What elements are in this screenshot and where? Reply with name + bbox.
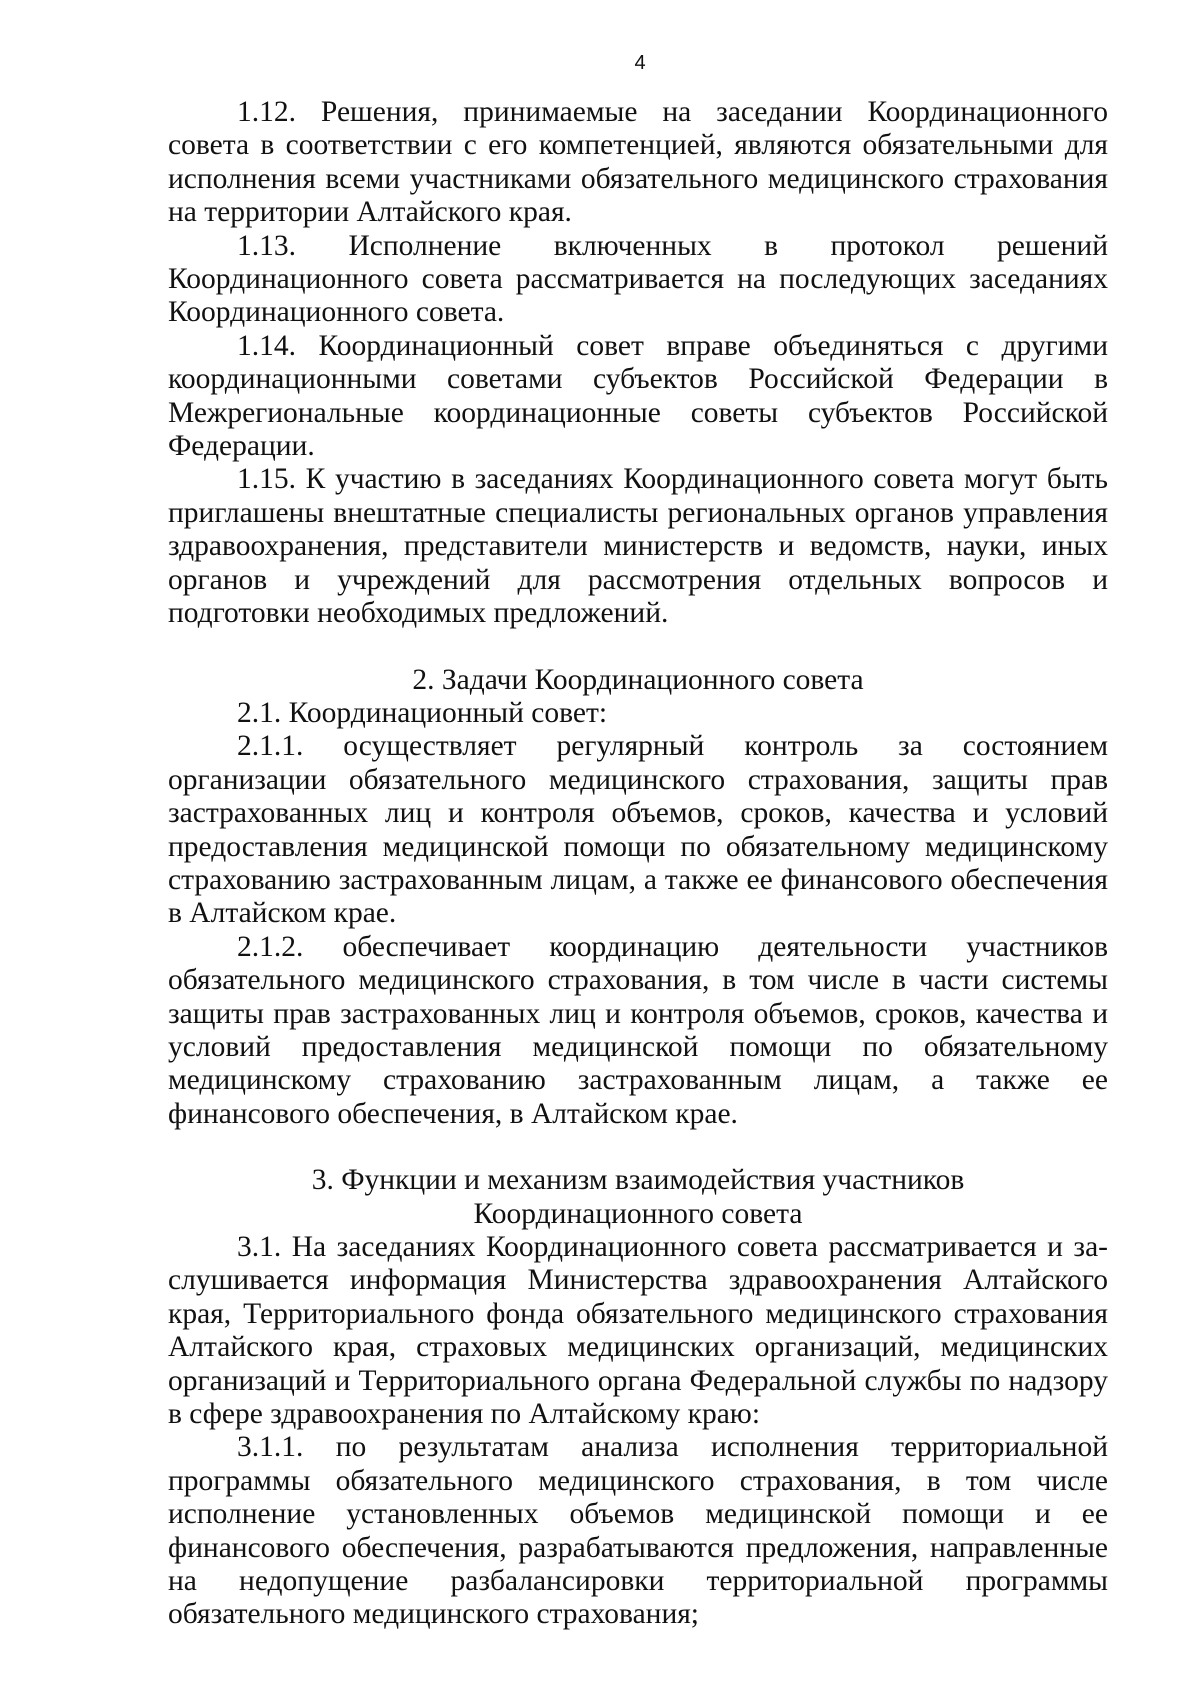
paragraph-3-1-1: 3.1.1. по результатам анализа исполнения территориальной программы обязательного медицинского страхования, в том числе исполнение установленных объемов медицинской помощи и ее финансового обеспечения, разрабатываются предложения, направленные на недопущение разбалансировки территориальной программы обязательного медицинского страхования; — [168, 1431, 1108, 1631]
paragraph-2-1: 2.1. Координационный совет: — [237, 696, 608, 729]
page-number: 4 — [634, 52, 646, 74]
paragraph-1-14: 1.14. Координационный совет вправе объединяться с другими координационными советами субъектов Российской Федерации в Межрегиональные координационные советы субъектов Российской Федерации. — [168, 329, 1108, 463]
section-heading-3-line-2: Координационного совета — [473, 1197, 803, 1230]
paragraph-1-13: 1.13. Исполнение включенных в протокол решений Координационного совета рассматривается на последующих заседаниях Координационного совета. — [168, 229, 1108, 329]
paragraph-2-1-2: 2.1.2. обеспечивает координацию деятельности участников обязательного медицинского страхования, в том числе в части системы защиты прав застрахованных лиц и контроля объемов, сроков, качества и условий предоставления медицинской помощи по обязательному медицинскому страхованию застрахованным лицам, а также ее финансового обеспечения, в Алтайском крае. — [168, 930, 1108, 1130]
section-heading-3-line-1: 3. Функции и механизм взаимодействия участников — [311, 1164, 965, 1197]
paragraph-3-1: 3.1. На заседаниях Координационного совета рассматривается и заслушивается информация Министерства здравоохранения Алтайского края, Территориального фонда обязательного медицинского страхования Алтайского края, страховых медицинских организаций, медицинских организаций и Территориального органа Федеральной службы по надзору в сфере здравоохранения по Алтайскому краю: — [168, 1231, 1108, 1431]
paragraph-1-12: 1.12. Решения, принимаемые на заседании Координационного совета в соответствии с его компетенцией, являются обязательными для исполнения всеми участниками обязательного медицинского страхования на территории Алтайского края. — [168, 96, 1108, 229]
paragraph-2-1-1: 2.1.1. осуществляет регулярный контроль за состоянием организации обязательного медицинского страхования, защиты прав застрахованных лиц и контроля объемов, сроков, качества и условий предоставления медицинской помощи по обязательному медицинскому страхованию застрахованным лицам, а также ее финансового обеспечения в Алтайском крае. — [168, 730, 1108, 930]
section-spacer — [168, 1131, 1108, 1164]
document-body — [168, 96, 1108, 1632]
paragraph-1-15: 1.15. К участию в заседаниях Координационного совета могут быть приглашены внештатные специалисты региональных органов управления здравоохранения, представители министерств и ведомств, науки, иных органов и учреждений для рассмотрения отдельных вопросов и подготовки необходимых предложений. — [168, 463, 1108, 630]
section-spacer — [168, 631, 1108, 664]
section-heading-2: 2. Задачи Координационного совета — [412, 663, 864, 696]
